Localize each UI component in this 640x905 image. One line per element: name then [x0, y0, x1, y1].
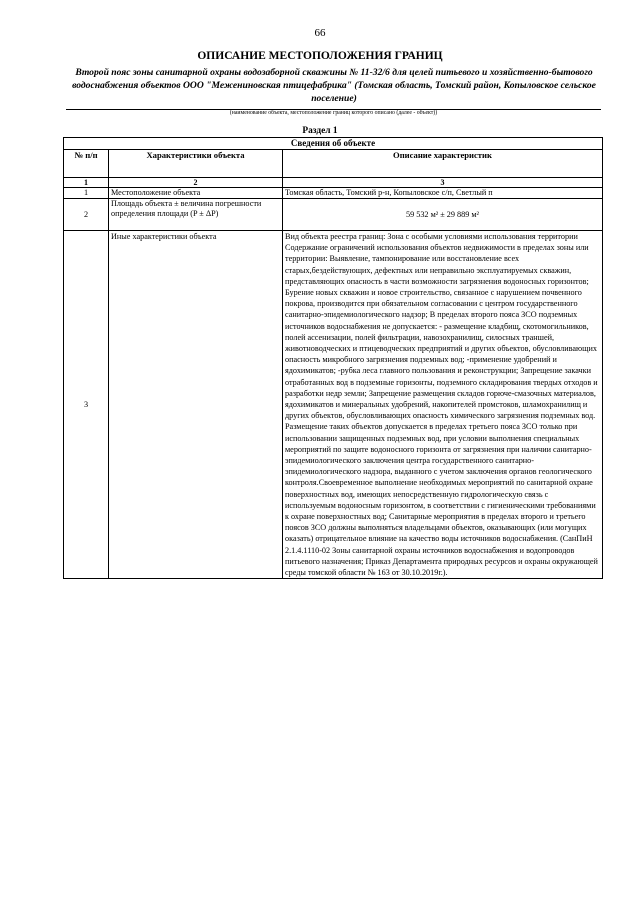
header-num: № п/п	[64, 150, 109, 178]
column-number: 1	[64, 178, 109, 188]
document-title: ОПИСАНИЕ МЕСТОПОЛОЖЕНИЯ ГРАНИЦ	[197, 50, 443, 62]
object-info-table	[63, 137, 603, 579]
row-num: 2	[64, 199, 109, 231]
row-num: 3	[64, 231, 109, 579]
table-row	[64, 199, 603, 231]
row-characteristic: Местоположение объекта	[109, 188, 283, 199]
row-num: 1	[64, 188, 109, 199]
section-title: Раздел 1	[302, 126, 338, 136]
row-description: 59 532 м² ± 29 889 м²	[283, 199, 603, 231]
column-number: 3	[283, 178, 603, 188]
header-characteristic: Характеристики объекта	[109, 150, 283, 178]
row-characteristic: Площадь объекта ± величина погрешности определения площади (P ± ΔP)	[109, 199, 283, 231]
row-characteristic: Иные характеристики объекта	[109, 231, 283, 579]
page-number: 66	[314, 27, 326, 39]
header-description: Описание характеристик	[283, 150, 603, 178]
document-subtitle: Второй пояс зоны санитарной охраны водозаборной скважины № 11-32/6 для целей питьевого и хозяйственно-бытового водоснабжения объектов ООО "Межениновская птицефабрика" (Томская область, Томский район, Копыловское сельское поселение)	[72, 67, 596, 104]
subtitle-caption: (наименование объекта, местоположение границ которого описано (далее - объект))	[229, 110, 438, 116]
table-row	[64, 188, 603, 199]
table-caption: Сведения об объекте	[64, 138, 603, 150]
table-row	[64, 231, 603, 579]
row-description: Томская область, Томский р-н, Копыловское с/п, Светлый п	[283, 188, 603, 199]
row-description: Вид объекта реестра границ: Зона с особыми условиями использования территории Содержание ограничений использования объектов недвижимости в пределах зоны или территории: Выявление, тампонирование или восстановление всех старых,бездействующих, дефектных или неправильно эксплуатируемых скважин, представляющих опасность в части возможности загрязнения водоносных горизонтов; Бурение новых скважин и новое строительство, связанное с нарушением почвенного покрова, производится при обязательном согласовании с центром государственного санитарно-эпидемиологического надзор; В пределах второго пояса ЗСО подземных источников водоснабжения не допускается: - размещение кладбищ, скотомогильников, полей ассенизации, полей фильтрации, навозохранилищ, силосных траншей, животноводческих и птицеводческих предприятий и других объектов, обусловливающих опасность микробного загрязнения подземных вод; -применение удобрений и ядохимикатов; -рубка леса главного пользования и реконструкции; Запрещение закачки отработанных вод в подземные горизонты, подземного складирования твердых отходов и разработки недр земли; Запрещение размещения складов горюче-смазочных материалов, ядохимикатов и минеральных удобрений, накопителей промстоков, шламохранилищ и других объектов, обусловливающих опасность химического загрязнения подземных вод. Размещение таких объектов допускается в пределах третьего пояса ЗСО только при использовании защищенных подземных вод, при условии выполнения специальных мероприятий по защите водоносного горизонта от загрязнения при наличии санитарно-эпидемиологического заключения центра государственного санитарно-эпидемиологического надзора, выданного с учетом заключения органов геологического контроля.Своевременное выполнение необходимых мероприятий по санитарной охране поверхностных вод, имеющих непосредственную гидрологическую связь с используемым водоносным горизонтом, в соответствии с гигиеническими требованиями к охране поверхностных вод; Санитарные мероприятия в пределах второго и третьего поясов ЗСО должны выполняться владельцами объектов, оказывающих (или могущих оказать) отрицательное влияние на качество воды источников водоснабжения. (СанПиН 2.1.4.1110-02 Зоны санитарной охраны источников водоснабжения и водопроводов питьевого назначения; Приказ Департамента природных ресурсов и охраны окружающей среды томской области № 163 от 30.10.2019г.).	[283, 231, 603, 579]
column-number: 2	[109, 178, 283, 188]
